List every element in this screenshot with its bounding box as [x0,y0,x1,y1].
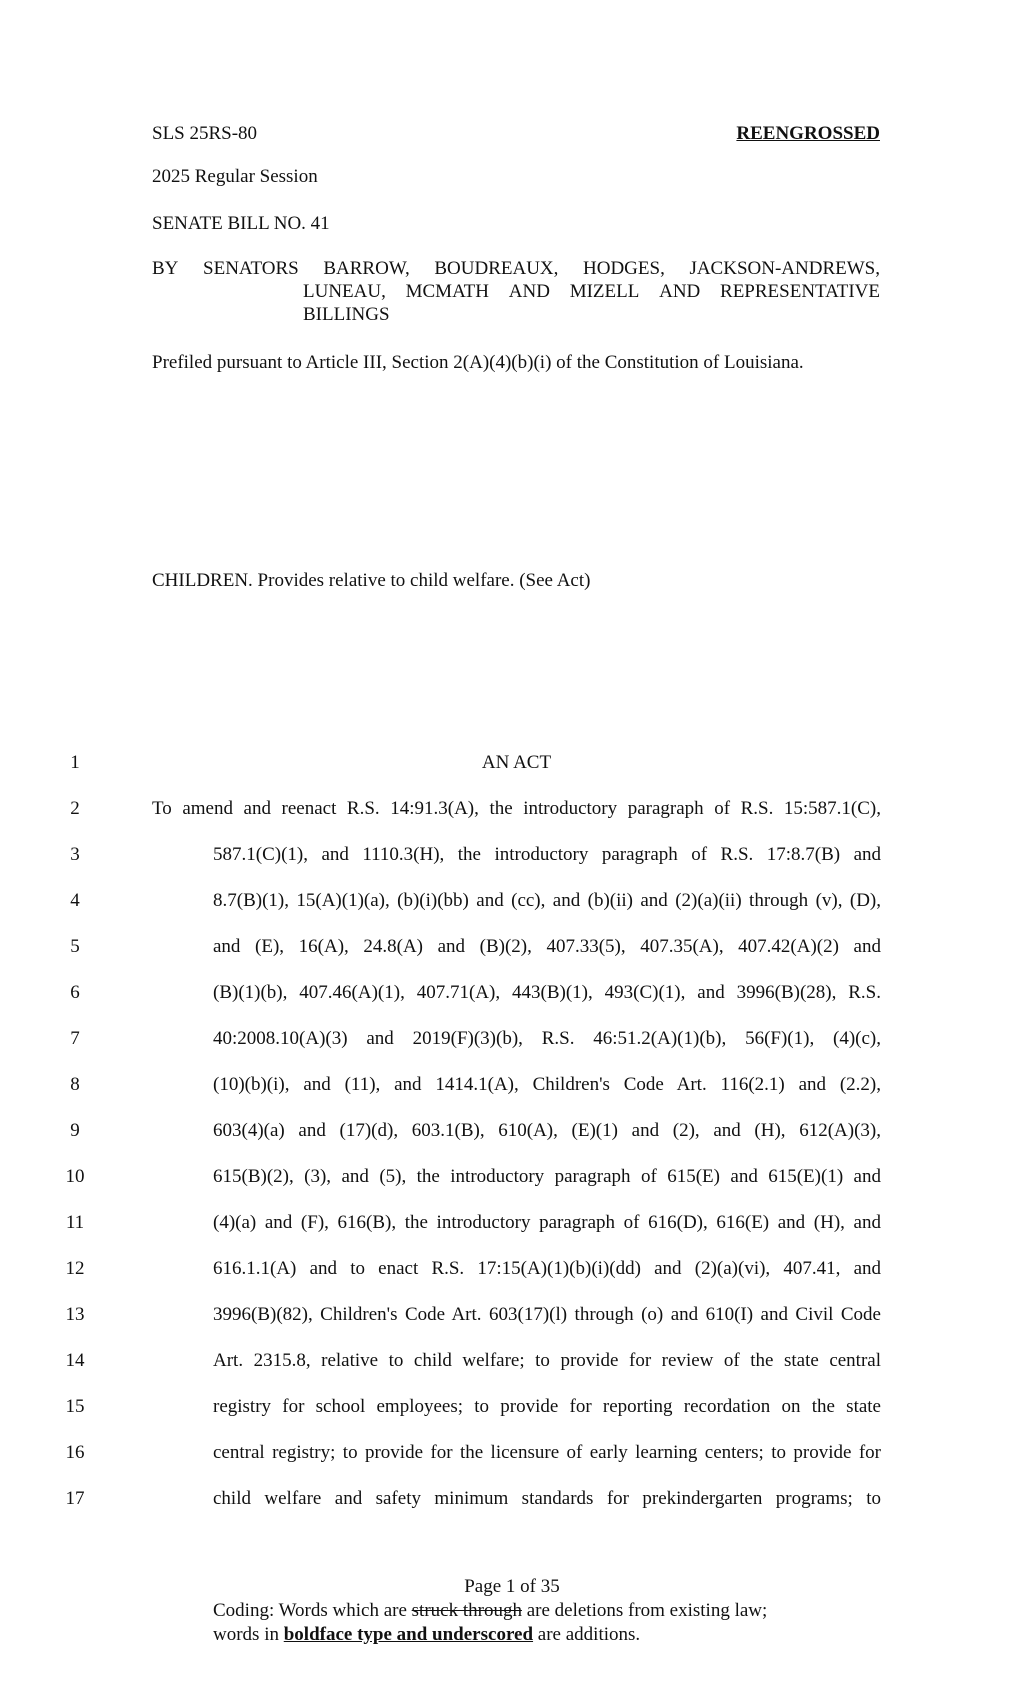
digest-line: CHILDREN. Provides relative to child welfare. (See Act) [152,570,591,591]
line-number: 10 [65,1166,85,1187]
coding-legend [213,1599,767,1647]
coding-line2-prefix: words in [213,1624,284,1645]
author-word: AND [659,281,701,302]
author-word: BY [152,258,179,279]
line-number: 9 [70,1120,80,1141]
session-label: 2025 Regular Session [152,166,318,187]
line-number: 13 [65,1304,85,1325]
line-number: 6 [70,982,80,1003]
line-number: 2 [70,798,80,819]
coding-mid: are deletions from existing law; [521,1600,768,1621]
line-number: 16 [65,1442,85,1463]
bill-id: SLS 25RS-80 [152,123,258,144]
body-line: 587.1(C)(1), and 1110.3(H), the introductory paragraph of R.S. 17:8.7(B) and [213,844,881,865]
body-line: and (E), 16(A), 24.8(A) and (B)(2), 407.33(5), 407.35(A), 407.42(A)(2) and [213,936,881,957]
body-line: 615(B)(2), (3), and (5), the introductory paragraph of 615(E) and 615(E)(1) and [213,1166,881,1187]
body-line: child welfare and safety minimum standards for prekindergarten programs; to [213,1488,881,1509]
line-number: 5 [70,936,80,957]
coding-line-1 [213,1599,767,1623]
coding-line-2 [213,1623,767,1647]
body-line: (B)(1)(b), 407.46(A)(1), 407.71(A), 443(B)(1), 493(C)(1), and 3996(B)(28), R.S. [213,982,881,1003]
line-number: 15 [65,1396,85,1417]
body-line: To amend and reenact R.S. 14:91.3(A), the introductory paragraph of R.S. 15:587.1(C), [152,798,881,819]
page-number: Page 1 of 35 [464,1576,560,1597]
coding-prefix: Coding: Words which are [213,1600,412,1621]
author-word: MCMATH [405,281,490,302]
act-title: AN ACT [481,752,552,773]
author-word: SENATORS [203,258,299,279]
authors-line-3 [152,304,880,327]
line-number: 12 [65,1258,85,1279]
prefiled-note: Prefiled pursuant to Article III, Section 2(A)(4)(b)(i) of the Constitution of Louisiana. [152,352,804,373]
line-number: 14 [65,1350,85,1371]
author-word: BILLINGS [303,304,390,325]
author-word: LUNEAU, [303,281,386,302]
line-number: 17 [65,1488,85,1509]
body-line: 603(4)(a) and (17)(d), 603.1(B), 610(A), (E)(1) and (2), and (H), 612(A)(3), [213,1120,881,1141]
author-word: JACKSON-ANDREWS, [689,258,880,279]
author-word: HODGES, [583,258,665,279]
body-line: 8.7(B)(1), 15(A)(1)(a), (b)(i)(bb) and (cc), and (b)(ii) and (2)(a)(ii) through (v), (D), [213,890,881,911]
coding-suffix: are additions. [533,1624,641,1645]
line-number: 1 [70,752,80,773]
body-line: central registry; to provide for the licensure of early learning centers; to provide for [213,1442,881,1463]
author-word: MIZELL [569,281,640,302]
body-line: (10)(b)(i), and (11), and 1414.1(A), Children's Code Art. 116(2.1) and (2.2), [213,1074,881,1095]
author-word: REPRESENTATIVE [720,281,880,302]
author-word: BOUDREAUX, [434,258,559,279]
bill-number: SENATE BILL NO. 41 [152,213,330,234]
body-line: Art. 2315.8, relative to child welfare; to provide for review of the state central [213,1350,881,1371]
body-line: 40:2008.10(A)(3) and 2019(F)(3)(b), R.S. 46:51.2(A)(1)(b), 56(F)(1), (4)(c), [213,1028,881,1049]
body-line: registry for school employees; to provide for reporting recordation on the state [213,1396,881,1417]
body-line: 616.1.1(A) and to enact R.S. 17:15(A)(1)(b)(i)(dd) and (2)(a)(vi), 407.41, and [213,1258,881,1279]
line-number: 11 [65,1212,85,1233]
author-word: BARROW, [323,258,410,279]
coding-strike-sample: struck through [411,1600,522,1621]
authors-line-2 [152,281,880,304]
author-word: AND [508,281,550,302]
bill-status: REENGROSSED [736,123,880,144]
line-number: 7 [70,1028,80,1049]
line-number: 4 [70,890,80,911]
authors-line-1 [152,258,880,281]
line-number: 8 [70,1074,80,1095]
line-number: 3 [70,844,80,865]
authors-block [152,258,880,327]
body-line: (4)(a) and (F), 616(B), the introductory paragraph of 616(D), 616(E) and (H), and [213,1212,881,1233]
body-line: 3996(B)(82), Children's Code Art. 603(17)(l) through (o) and 610(I) and Civil Code [213,1304,881,1325]
coding-bold-sample: boldface type and underscored [283,1624,534,1645]
